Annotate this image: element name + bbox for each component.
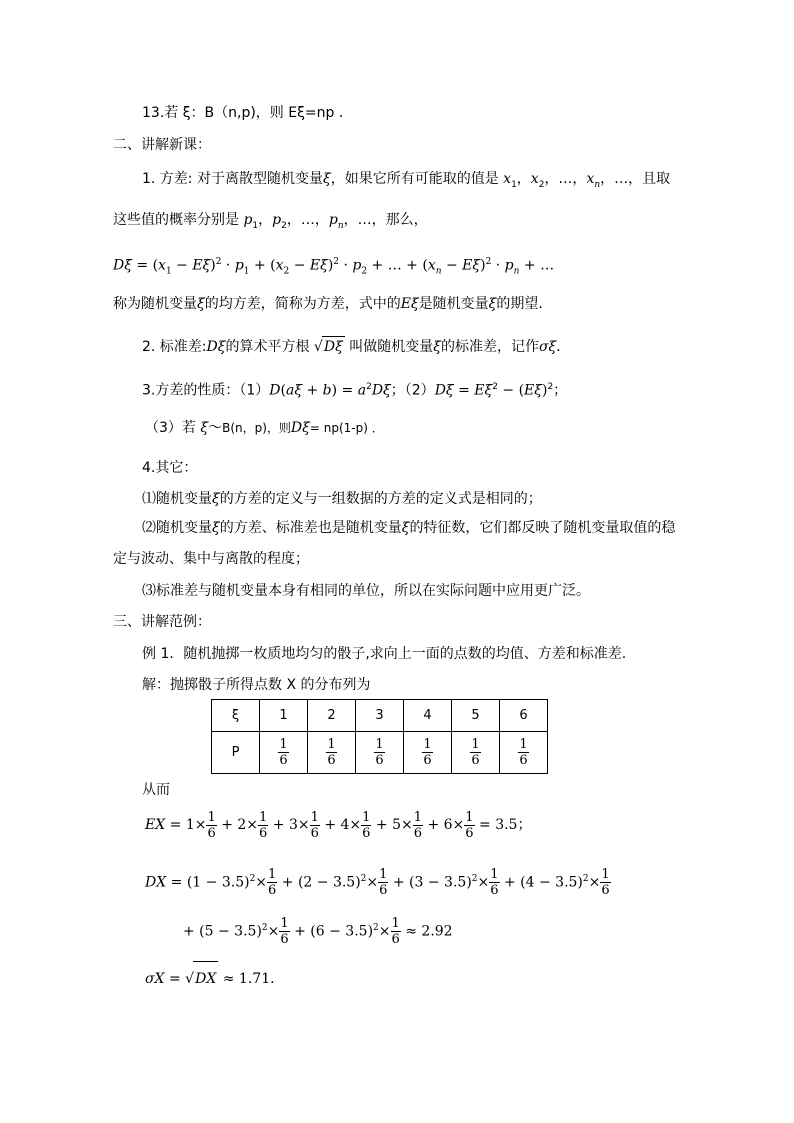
example-1: 例 1．随机抛掷一枚质地均匀的骰子,求向上一面的点数的均值、方差和标准差.	[142, 646, 627, 662]
dx-equation-line-1: DX = $(1 - 3.5)^2\times$ $\frac{1}{6}$ + $(2 - 3.5)^2\times$ $\frac{1}{6}$ + $(3 - 3.5)^2\times$ $\frac{1}{6}$ + $(4 - 3.5)^2\times$ $\frac{1}{6}$	[145, 867, 610, 899]
other-item-1: ⑴随机变量ξ的方差的定义与一组数据的方差的定义式是相同的；	[142, 491, 542, 507]
table-header-cell: 3	[356, 700, 404, 732]
variance-formula: $D\xi = (x_1 - E\xi)^2 \cdot p_1 + (x_2 - E\xi)^2 \cdot p_2$ + … + $(x_n - E\xi)^2 \cdot p_n$ + …	[113, 257, 555, 277]
table-header-cell: 4	[404, 700, 452, 732]
variance-definition: 1. 方差: 对于离散型随机变量ξ，如果它所有可能取的值是 $x_1$，$x_2$，…，$x_n$，…，且取	[142, 171, 671, 190]
table-header-cell: 1	[260, 700, 308, 732]
sigma-equation: σX = √DX ≈ 1.71.	[145, 961, 275, 996]
other-item-2-cont: 定与波动、集中与离散的程度；	[113, 551, 309, 567]
line-13: 13.若 ξ：B（n,p)，则 Eξ=np ．	[142, 105, 353, 121]
prob-cell: $\frac{1}{6}$	[260, 732, 308, 774]
table-row-label: P	[212, 732, 260, 774]
property-3: （3）若 ξ～B(n，p)，则Dξ= np(1-p) ．	[145, 420, 384, 436]
probabilities-line: 这些值的概率分别是 $p_1$，$p_2$，…，$p_n$，…，那么，	[113, 212, 428, 231]
table-header-cell: ξ	[212, 700, 260, 732]
thus-label: 从而	[142, 782, 170, 798]
table-header-cell: 5	[452, 700, 500, 732]
prob-cell: $\frac{1}{6}$	[308, 732, 356, 774]
prob-cell: $\frac{1}{6}$	[356, 732, 404, 774]
solution-line: 解：抛掷骰子所得点数 X 的分布列为	[142, 677, 371, 693]
distribution-table	[211, 699, 548, 774]
dx-equation-line-2: + $(5 - 3.5)^2\times$ $\frac{1}{6}$ + $(6 - 3.5)^2\times$ $\frac{1}{6}$ ≈ 2.92	[183, 916, 453, 948]
other-title: 4.其它：	[142, 460, 198, 476]
table-header-cell: 2	[308, 700, 356, 732]
section-3-heading: 三、讲解范例：	[113, 614, 211, 630]
variance-called-line: 称为随机变量ξ的均方差，简称为方差，式中的Eξ是随机变量ξ的期望．	[113, 296, 553, 312]
variance-properties: 3.方差的性质：$(1)D(a\xi + b) = a^2D\xi$；$(2)D\xi = E\xi^2 - (E\xi)^2$；	[142, 382, 568, 399]
prob-cell: $\frac{1}{6}$	[452, 732, 500, 774]
other-item-2: ⑵随机变量ξ的方差、标准差也是随机变量ξ的特征数，它们都反映了随机变量取值的稳	[142, 520, 676, 536]
std-definition: 2. 标准差:Dξ的算术平方根 √Dξ 叫做随机变量ξ的标准差，记作σξ．	[142, 336, 570, 357]
prob-cell: $\frac{1}{6}$	[500, 732, 548, 774]
prob-cell: $\frac{1}{6}$	[404, 732, 452, 774]
other-item-3: ⑶标准差与随机变量本身有相同的单位，所以在实际问题中应用更广泛。	[142, 583, 590, 599]
table-header-cell: 6	[500, 700, 548, 732]
section-2-heading: 二、讲解新课：	[113, 137, 211, 153]
ex-equation: EX = 1× $\frac{1}{6}$ + 2× $\frac{1}{6}$ + 3× $\frac{1}{6}$ + 4× $\frac{1}{6}$ + 5× $\frac{1}{6}$ + 6× $\frac{1}{6}$ = 3.5；	[145, 809, 532, 841]
